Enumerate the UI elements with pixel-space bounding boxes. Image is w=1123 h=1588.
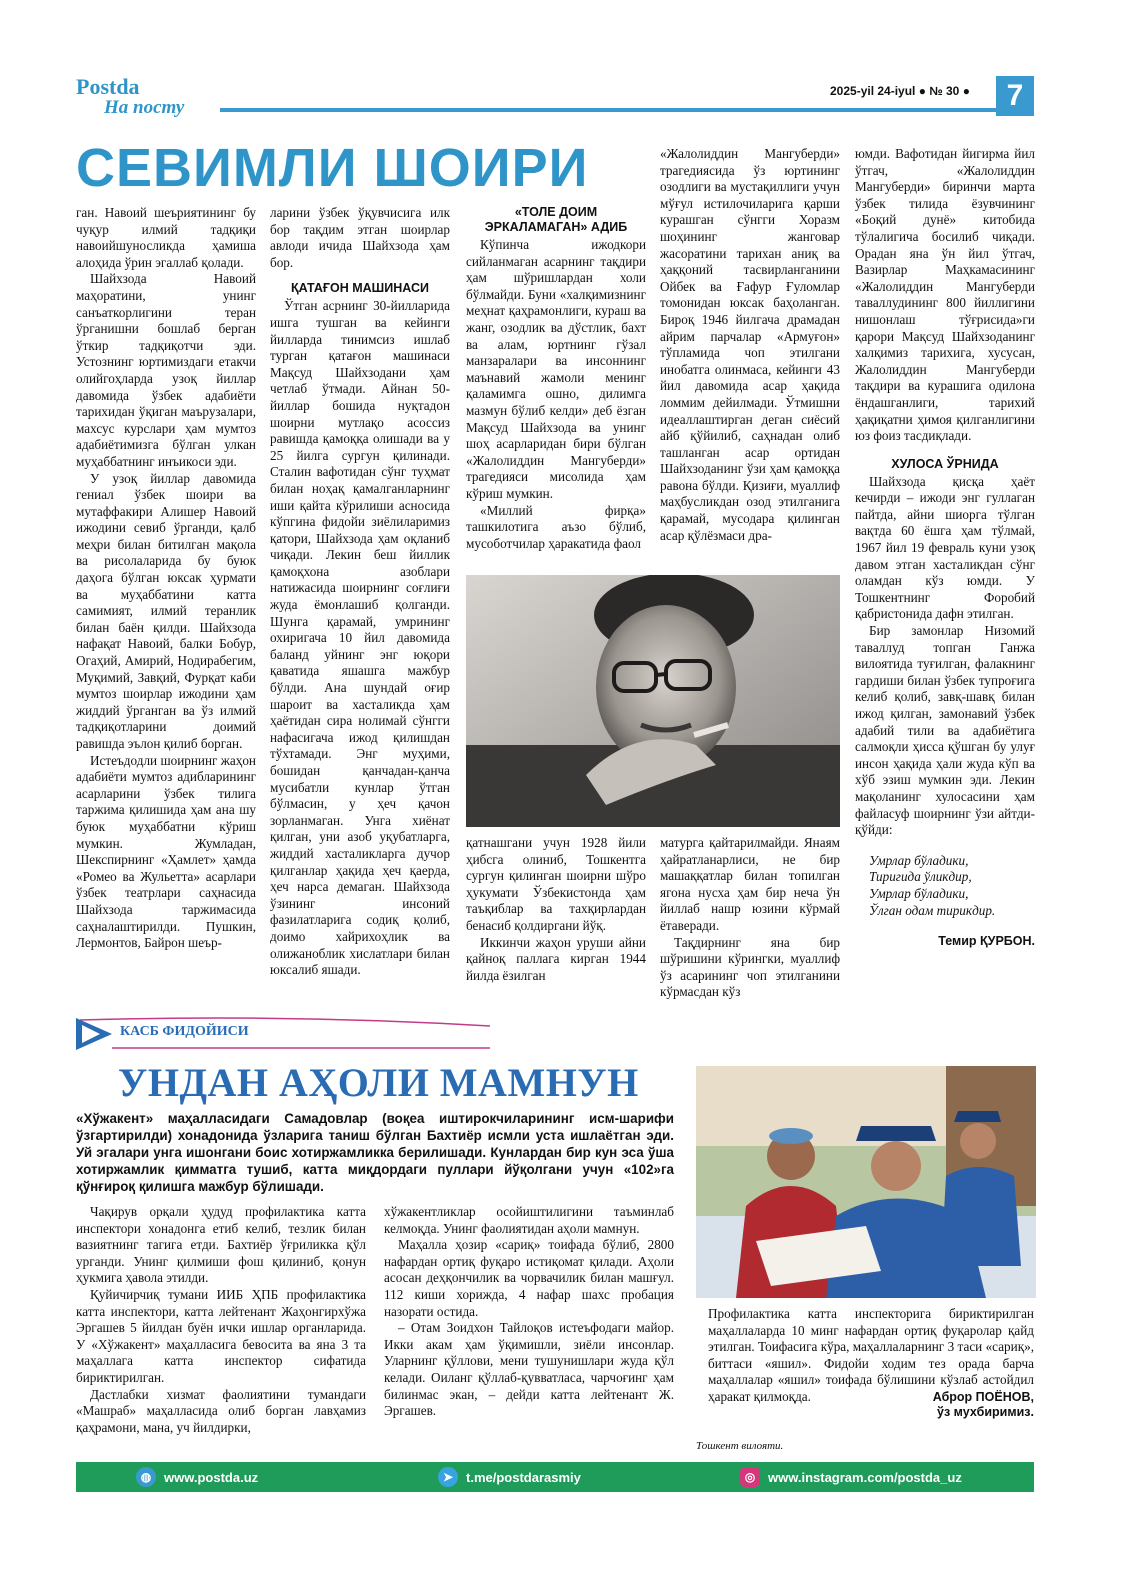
telegram-icon: ➤	[438, 1467, 458, 1487]
logo-line2: На посту	[104, 97, 185, 118]
author-name: Аброр ПОЁНОВ,	[932, 1390, 1034, 1404]
paragraph: Бир замонлар Низомий таваллуд топган Ганжа вилоятида туғилган, фалакнинг гардиши билан ўзбек тупроғига келиб қолиб, завқ-шавқ билан ижод қилган, замонавий ўзбек адабий тили ва адабиётига салмоқли ҳисса қўшган бу улуғ инсон ҳақида ҳали жуда кўп ва хўб эзиш мумкин эди. Лекин мақоланинг хулосасини ҳам файласуф шоирнинг ўзи айтди-қўйди:	[855, 623, 1035, 838]
article1-column-1	[76, 205, 256, 952]
rubric-label: КАСБ ФИДОЙИСИ	[120, 1024, 249, 1039]
paragraph: Шайхзода Навоий маҳоратини, унинг санъаткорлигини теран ўрганишни бошлаб берган ўткир тадқиқотчи эди. Устознинг юртимиздаги етакчи олийгоҳларда узоқ йиллар давомида ўзбек адабиёти тарихидан ўқиган маърузалари, махсус курслари ҳам мумтоз адабиётимизга бўлган улкан муҳаббатнинг инъикоси эди.	[76, 271, 256, 469]
article1-column-5	[855, 146, 1035, 950]
article1-column-4	[660, 146, 840, 544]
paragraph: Тақдирнинг яна бир шўришини кўрингки, муаллиф ўз асарининг чоп этилганини кўрмасдан кўз	[660, 934, 840, 1000]
poem	[869, 853, 1035, 919]
article2-lead: «Хўжакент» маҳалласидаги Самадовлар (воқеа иштирокчиларининг исм-шарифи ўзгартирилди) хонадонида ўзларига таниш бўлган Бахтиёр исмли уста ишлаётган эди. Уй эгалари унга ишонгани боис хотиржамликка берилишади. Кунлардан бир кун эса ўша хотиржамлик қимматга тушиб, катта миқдордаги пуллари йўқолгани учун «102»га қўнғироқ қилишга мажбур бўлишади.	[76, 1111, 674, 1194]
paragraph: Маҳалла ҳозир «сариқ» тоифада бўлиб, 2800 нафардан ортиқ фуқаро истиқомат қилади. Аҳоли асосан деҳқончилик ва чорвачилик билан машғул. 112 киши хорижда, 4 нафар шахс пробация назорати остида.	[384, 1237, 674, 1319]
paragraph: Ўтган асрнинг 30-йилларида ишга тушган ва кейинги йилларда тинимсиз ишлаб турган қатағон машинаси Мақсуд Шайхзодани ҳам четлаб ўтмади. Айнан 50-йиллар бошида нуқтадон шоирни мутлақо асоссиз равишда қамоққа олишади ва у 25 йилга сургун қилинади. Сталин вафотидан сўнг туҳмат билан ноҳақ қамалганларнинг иши қайта кўрилиши асносида кўпгина фидойи зиёлиларимиз қатори, Шайхзода ҳам оқланиб чиқади. Лекин беш йиллик қамоқхона азоблари натижасида шоирнинг соғлиғи жуда ёмонлашиб қолганди. Шунга қарамай, умрининг охиригача 10 йил давомида баланд уйнинг энг юқори қаватида яшашга мажбур бўлди. Ана шундай оғир шароит ва хасталикда ҳам ҳаётидан сира нолимай сўнгги нафасигача ижод қилишдан тўхтамади. Энг муҳими, бошидан қанчадан-қанча мусибатли кунлар ўтган бўлмасин, у ҳеч қачон зорланмаган. Унга хиёнат қилган, уни азоб уқубатларга, жиддий хасталикларга дучор қилганлар ҳақида ҳеч қаерда, ҳеч нарса демаган. Шайхзода ўзининг инсоний фазилатларига содиқ қолиб, доимо хайрихоҳлик ва олижанoблик хислатлари билан юксалиб яшади.	[270, 298, 450, 978]
footer-telegram[interactable]	[438, 1467, 581, 1487]
paragraph: Чақирув орқали ҳудуд профилактика катта инспектори хонадонга етиб келиб, тезлик билан вазиятнинг тагига етди. Бахтиёр ўғриликка қўл урганди. Унинг қилмиши фош қилиниб, қонун ҳукмига ҳавола этилди.	[76, 1204, 366, 1286]
paragraph: Истеъдодли шоирнинг жаҳон адабиёти мумтоз адибларининг асарларини ўзбек тилига таржима қилишида ҳам ана шу буюк муҳаббатни кўриш мумкин. Жумладан, Шекспирнинг «Ҳамлет» ҳамда «Ромео ва Жульетта» асарлари ўзбек театрлари саҳнасида Шайхзода таржимасида саҳналаштирилди. Пушкин, Лермонтов, Байрон шеър-	[76, 752, 256, 951]
paragraph: қатнашгани учун 1928 йили ҳибсга олиниб, Тошкентга сургун қилинган шоирни шўро ҳукумати Ўзбекистонда ҳам таъқиблар ва тахқирлардан бенасиб қолдиргани йўқ.	[466, 835, 646, 933]
paragraph: «Жалолиддин Мангуберди» трагедиясида ўз юртининг озодлиги ва мустақиллиги учун мўғул истилочиларига қарши курашган сўнгги Хоразм шоҳининг жанговар жасоратини тарихан аниқ ва ҳаққоний тасвирланганини Ойбек ва Ғафур Ғуломлар томонидан юксак баҳоланган. Бироқ 1946 йилгача драмадан айрим парчалар «Армуғон» тўпламида чоп этилгани инобатга олинмаса, кейинги 43 йил давомида асар ҳақида ломмим дейилмади. Ўтмишни идеаллаштирган деган сиёсий айб қўйилиб, саҳнадан олиб ташланган асар ортидан Шайхзоданинг ўзи ҳам қамоққа равона бўлди. Қизиғи, муаллиф маҳбусликдан озод этилганига қарамай, мусодара қилинган асар қўлёзмаси дра-	[660, 146, 840, 543]
paragraph: У узоқ йиллар давомида гениал ўзбек шоири ва мутаффакири Алишер Навоий ижодини севиб ўрганди, қалб меҳри билан битилган мақола ва рисолаларида бу буюк даҳога бўлган юксак ҳурмати ва муҳаббатини катта самимият, илмий теранлик билан баён қилди. Шайхзода нафақат Навоий, балки Бобур, Огаҳий, Амирий, Нодирабегим, Муқимий, Завқий, Фурқат каби мумтоз шоирлар ижодини ҳам жиддий ўрганган ва ўз илмий тадқиқотларини доимий равишда эълон қилиб борган.	[76, 470, 256, 751]
paragraph: матурга қайтарилмайди. Янаям ҳайратланарлиси, не бир машаққатлар билан топилган ягона нусха ҳам бир неча ўн йиллаб нашр юзини кўрмай ётаверади.	[660, 835, 840, 933]
paragraph: – Отам Зоидхон Тайлоқов истеъфодаги майор. Икки акам ҳам ўқимишли, зиёли инсонлар. Уларнинг қўллови, мени тушунишлари жуда қўл келади. Оиланг қўллаб-қувватласа, чарчоғинг ҳам билинмас экан, – дейди катта лейтенант Ж. Эргашев.	[384, 1320, 674, 1419]
instagram-link[interactable]: www.instagram.com/postda_uz	[768, 1469, 962, 1485]
footer-instagram[interactable]	[740, 1467, 962, 1487]
website-link[interactable]: www.postda.uz	[164, 1469, 259, 1485]
paragraph: Кўпинча ижодкори сийланмаган асарнинг тақдири ҳам шўришлардан холи бўлмайди. Буни «халқимизнинг меҳнат қаҳрамонлиги, кураш ва жанг, озодлик ва дўстлик, бахт ва алам, юртнинг гўзал манзаралари ва инсоннинг маънавий жамоли менинг қаламимга ошно, дилимга мазмун бўлиб келди» деб ёзган Мақсуд Шайхзода ва унинг шоҳ асарларидан бири бўлган «Жалолиддин Мангуберди» трагедияси мисолида ҳам кўриш мумкин.	[466, 237, 646, 501]
police-officers-photo	[696, 1066, 1036, 1298]
article2-headline: УНДАН АҲОЛИ МАМНУН	[118, 1060, 639, 1105]
poet-portrait-photo	[466, 575, 840, 827]
issue-date: 2025-yil 24-iyul ● № 30 ●	[830, 84, 970, 98]
article2-column-1	[76, 1204, 366, 1436]
subheading-xulosa: ХУЛОСА ЎРНИДА	[891, 456, 999, 471]
subheading-katagon: ҚАТАҒОН МАШИНАСИ	[291, 281, 429, 296]
subheading-tole: «ТОЛЕ ДОИМ ЭРКАЛАМАГАН» АДИБ	[484, 205, 628, 234]
header-rule	[220, 108, 996, 112]
paragraph: «Миллий фирқа» ташкилотига аъзо бўлиб, мусоботчилар ҳаракатида фаол	[466, 502, 646, 551]
article1-column-2	[270, 205, 450, 979]
poem-line: Умрлар бўладики,	[869, 885, 969, 901]
article1-column-3b	[466, 835, 646, 984]
logo-line1: Postda	[76, 74, 140, 99]
paragraph: Иккинчи жаҳон уруши айни қайноқ паллага кирган 1944 йилда ёзилган	[466, 934, 646, 983]
paragraph: ларини ўзбек ўқувчисига илк бор тақдим этган шоирлар авлоди ичида Шайхзода ҳам бор.	[270, 205, 450, 270]
article2-column-2	[384, 1204, 674, 1420]
author-signature	[850, 1390, 1034, 1420]
article1-headline: СЕВИМЛИ ШОИРИ	[76, 138, 589, 198]
footer-website[interactable]	[136, 1467, 258, 1487]
footer-bar	[76, 1462, 1034, 1492]
poem-line: Умрлар бўладики,	[869, 852, 969, 868]
paragraph: хўжакентликлар осойиштилигини таъминлаб келмоқда. Унинг фаолиятидан аҳоли мамнун.	[384, 1204, 674, 1236]
author-signature: Темир ҚУРБОН.	[938, 934, 1035, 949]
telegram-link[interactable]: t.me/postdarasmiy	[466, 1469, 581, 1485]
globe-icon: ◍	[136, 1467, 156, 1487]
paragraph: юмди. Вафотидан йигирма йил ўтгач, «Жалолиддин Мангуберди» биринчи марта ўзбек тилида ёзувчининг «Боқий дунё» китобида тўлалигича босилиб чиқади. Орадан яна ўн йил ўтгач, Вазирлар Маҳкамасининг «Жалолиддин Мангуберди таваллудининг 800 йиллигини нишонлаш тўғрисида»ги қарори Мақсуд Шайхзоданинг халқимиз тарихига, хусусан, Жалолиддин Мангуберди тақдири ва курашига одилона ёндашганлиги, тарихий ҳақиқатни ҳимоя қилганлигини юз фоиз тасдиқлади.	[855, 146, 1035, 444]
paragraph: Шайхзода қисқа ҳаёт кечирди – ижоди энг гуллаган пайтда, айни шиорга тўлган вақтда 60 ёшга ҳам тўлмай, 1967 йил 19 февраль куни узоқ давом этган хасталикдан сўнг оламдан кўз юмди. У Тошкентнинг Форобий қабристонида дафн этилган.	[855, 473, 1035, 622]
region-note: Тошкент вилояти.	[696, 1440, 784, 1452]
paragraph: Дастлабки хизмат фаолиятини тумандаги «Машраб» маҳалласида олиб борган лавҳамиз қаҳрамони, мана, уч йилдирки,	[76, 1386, 366, 1435]
article1-column-3	[466, 205, 646, 552]
author-role: ўз мухбиримиз.	[937, 1405, 1034, 1419]
newspaper-logo	[76, 76, 206, 120]
page-number: 7	[996, 76, 1034, 116]
poem-line: Тиригида ўликдир,	[869, 869, 972, 885]
article1-column-4b	[660, 835, 840, 1001]
rubric-banner	[76, 1014, 496, 1054]
paragraph: Қуйичирчиқ тумани ИИБ ҲПБ профилактика катта инспектори, катта лейтенант Жаҳонгирхўжа Эргашев 5 йилдан буён ички ишлар органларида. У «Хўжакент» маҳалласига бевосита ва яна 3 та маҳаллага катта инспектор сифатида бириктирилган.	[76, 1286, 366, 1385]
instagram-icon: ◎	[740, 1467, 760, 1487]
poem-line: Ўлган одам тирикдир.	[869, 902, 996, 918]
paragraph: ган. Навоий шеъриятининг бу чуқур илмий тадқиқи навоийшуносликда ҳамиша алоҳида ўрин эгаллаб қолади.	[76, 205, 256, 270]
photo-caption: Профилактика катта инспекторига бириктирилган маҳаллаларда 10 минг нафардан ортиқ фуқаролар қайд этилган. Тоифасига кўра, маҳаллаларнинг 3 таси «сариқ», биттаси «яшил». Фидойи ходим тез орада барча маҳаллалар «яшил» тоифада бўлишини кўзлаб астойдил ҳаракат қилмоқда.	[708, 1306, 1034, 1404]
